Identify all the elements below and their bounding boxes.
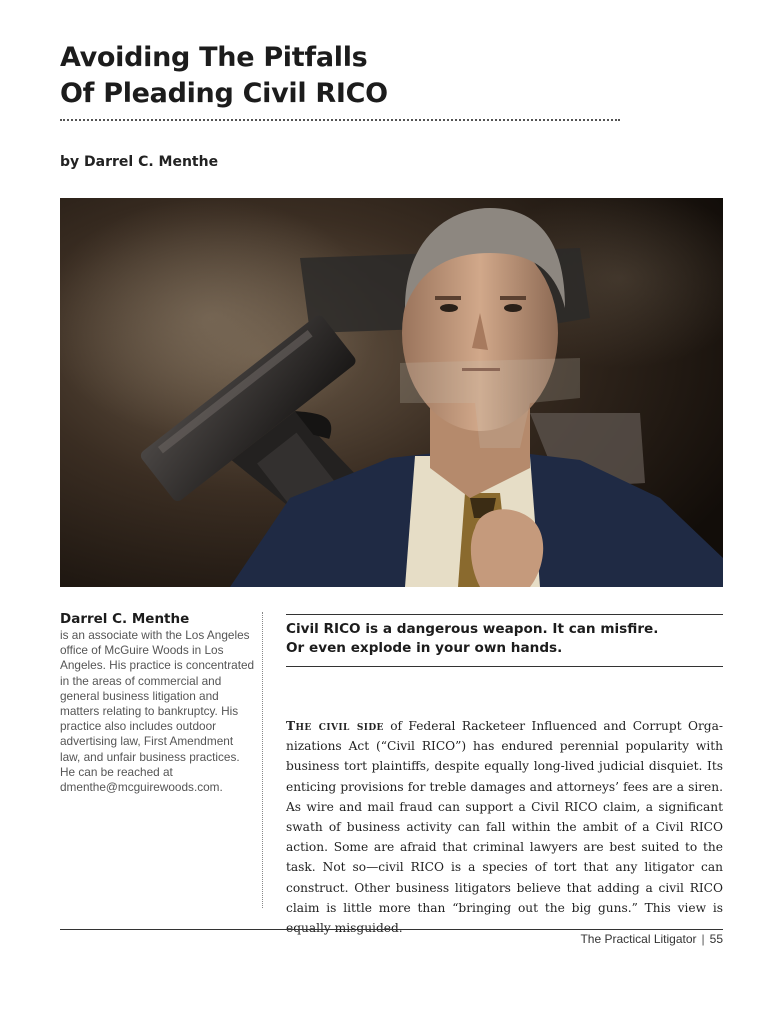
pullquote — [286, 620, 723, 658]
body-paragraph: of Federal Racketeer Influenced and Corrupt Organizations Act (“Civil RICO”) has endured perennial popularity with business tort plaintiffs, despite equally long-lived judicial disquiet. Its enticing provisions for treble damages and attorneys’ fees are a siren. As wire and mail fraud can support a Civil RICO claim, a significant swath of business activity can fall within the ambit of a Civil RICO action. Some are afraid that criminal lawyers are best suited to the task. Not so—civil RICO is a species of tort that any litigator can construct. Other business litigators believe that adding a civil RICO claim is little more than “bringing out the big guns.” This view is equally misguided. — [286, 719, 723, 936]
footer-rule — [60, 929, 723, 930]
pullquote-line-1: Civil RICO is a dangerous weapon. It can misfire. — [286, 621, 659, 637]
bio-name: Darrel C. Menthe — [60, 611, 190, 627]
pullquote-bottom-rule — [286, 666, 723, 667]
author-bio — [60, 610, 255, 795]
title-line-2: Of Pleading Civil RICO — [60, 78, 388, 109]
title-line-1: Avoiding The Pitfalls — [60, 42, 368, 73]
footer-page-number: 55 — [709, 932, 723, 946]
page-footer — [580, 932, 723, 946]
article-body — [286, 716, 723, 938]
bio-text: is an associate with the Los Angeles office of McGuire Woods in Los Angeles. His practice is concentrated in the areas of commercial and general business litigation and matters relating to bankruptcy. His practice also includes outdoor advertising law, First Amendment law, and unfair business practices. He can be reached at dmenthe@mcguirewoods.com. — [60, 628, 255, 795]
footer-publication: The Practical Litigator — [580, 932, 697, 946]
footer-separator: | — [701, 932, 705, 946]
body-lead: The civil side — [286, 719, 384, 733]
pullquote-line-2: Or even explode in your own hands. — [286, 640, 563, 656]
article-photo — [60, 198, 723, 587]
photo-man-with-handguns-icon — [60, 198, 723, 587]
article-title — [60, 40, 388, 112]
pullquote-top-rule — [286, 614, 723, 615]
byline: by Darrel C. Menthe — [60, 154, 219, 170]
dotted-divider — [60, 119, 620, 121]
column-divider — [262, 612, 263, 908]
